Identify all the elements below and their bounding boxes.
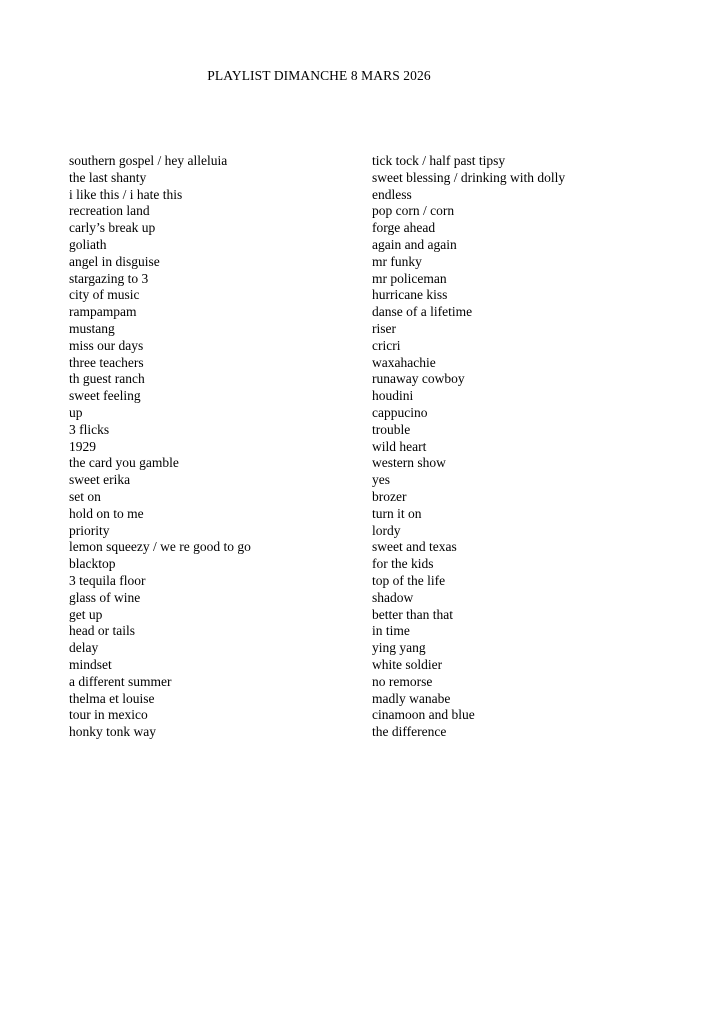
playlist-item: lemon squeezy / we re good to go <box>69 539 251 555</box>
playlist-item: sweet erika <box>69 472 131 488</box>
playlist-item: stargazing to 3 <box>69 270 149 286</box>
playlist-item: riser <box>372 320 396 336</box>
playlist-item: trouble <box>372 421 411 437</box>
playlist-item: cappucino <box>372 404 428 420</box>
playlist-item: pop corn / corn <box>372 203 455 219</box>
playlist-item: wild heart <box>372 438 427 454</box>
playlist-item: cricri <box>372 337 401 353</box>
playlist-item: sweet blessing / drinking with dolly <box>372 169 566 185</box>
playlist-item: brozer <box>372 488 407 504</box>
playlist-item: yes <box>372 472 390 488</box>
playlist-item: priority <box>69 522 110 538</box>
playlist-item: danse of a lifetime <box>372 304 473 320</box>
playlist-item: honky tonk way <box>69 724 156 740</box>
playlist-item: the card you gamble <box>69 455 179 471</box>
playlist-item: madly wanabe <box>372 690 451 706</box>
playlist-item: sweet feeling <box>69 388 141 404</box>
playlist-item: 3 flicks <box>69 421 110 437</box>
playlist-item: mustang <box>69 320 115 336</box>
playlist-right-column <box>372 153 672 741</box>
playlist-item: mr policeman <box>372 270 447 286</box>
playlist-item: tour in mexico <box>69 707 148 723</box>
playlist-item: blacktop <box>69 556 116 572</box>
page-title: PLAYLIST DIMANCHE 8 MARS 2026 <box>207 68 431 83</box>
playlist-item: the difference <box>372 724 447 740</box>
playlist-item: southern gospel / hey alleluia <box>69 153 228 168</box>
playlist-item: sweet and texas <box>372 539 457 555</box>
playlist-item: three teachers <box>69 354 144 370</box>
playlist-item: ying yang <box>372 640 426 656</box>
playlist-item: up <box>69 404 83 420</box>
playlist-item: angel in disguise <box>69 253 160 269</box>
playlist-item: mindset <box>69 656 112 672</box>
playlist-item: top of the life <box>372 572 446 588</box>
playlist-item: carly’s break up <box>69 220 156 236</box>
playlist-item: get up <box>69 606 103 622</box>
playlist-item: cinamoon and blue <box>372 707 475 723</box>
playlist-item: th guest ranch <box>69 371 145 387</box>
playlist-item: waxahachie <box>372 354 436 370</box>
playlist-item: forge ahead <box>372 220 436 236</box>
playlist-item: 1929 <box>69 438 96 454</box>
playlist-item: houdini <box>372 388 414 404</box>
playlist-item: delay <box>69 640 99 656</box>
playlist-item: head or tails <box>69 623 135 639</box>
playlist-item: 3 tequila floor <box>69 572 146 588</box>
playlist-item: hurricane kiss <box>372 287 448 303</box>
playlist-item: the last shanty <box>69 169 147 185</box>
playlist-item: better than that <box>372 606 453 622</box>
playlist-item: white soldier <box>372 656 443 672</box>
playlist-item: again and again <box>372 236 457 252</box>
playlist-item: thelma et louise <box>69 690 155 706</box>
playlist-item: set on <box>69 488 101 504</box>
playlist-item: no remorse <box>372 673 433 689</box>
playlist-item: city of music <box>69 287 140 303</box>
playlist-item: mr funky <box>372 253 422 269</box>
playlist-item: runaway cowboy <box>372 371 465 387</box>
playlist-item: lordy <box>372 522 401 538</box>
playlist-item: goliath <box>69 236 107 252</box>
playlist-item: rampampam <box>69 304 137 320</box>
playlist-left-column <box>69 153 359 741</box>
playlist-item: endless <box>372 186 412 202</box>
playlist-item: miss our days <box>69 337 144 353</box>
playlist-item: shadow <box>372 589 414 605</box>
playlist-item: for the kids <box>372 556 434 572</box>
playlist-item: a different summer <box>69 673 172 689</box>
playlist-item: recreation land <box>69 203 150 219</box>
playlist-item: glass of wine <box>69 589 141 605</box>
playlist-item: western show <box>372 455 446 471</box>
playlist-item: in time <box>372 623 410 639</box>
playlist-item: tick tock / half past tipsy <box>372 153 506 168</box>
playlist-item: turn it on <box>372 505 422 521</box>
playlist-item: hold on to me <box>69 505 144 521</box>
playlist-item: i like this / i hate this <box>69 186 183 202</box>
